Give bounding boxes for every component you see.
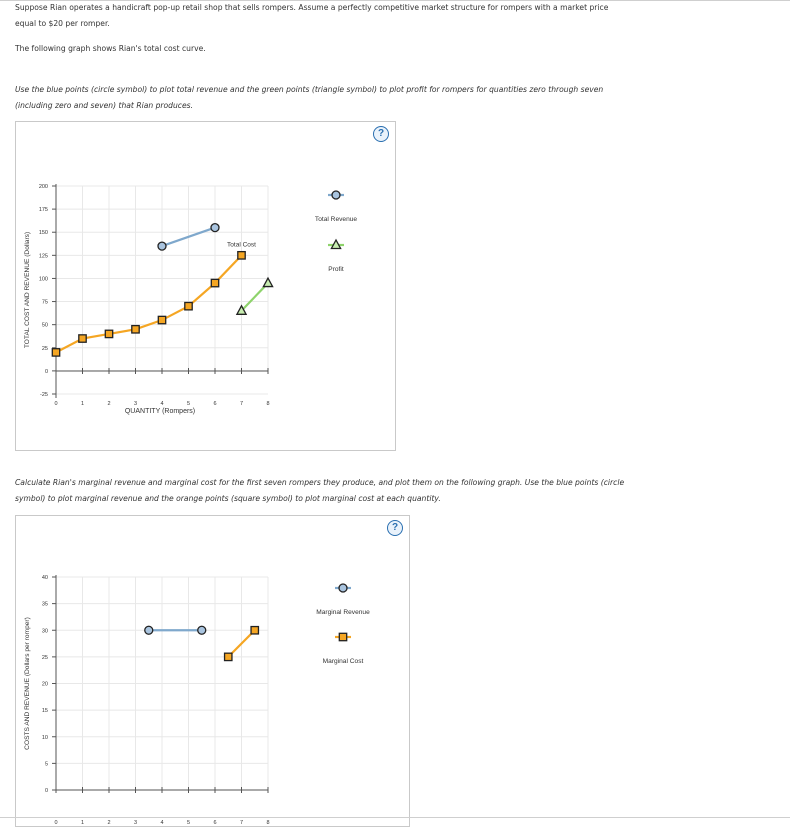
y-axis-label: TOTAL COST AND REVENUE (Dollars)	[24, 231, 31, 349]
y-tick-label: 10	[41, 734, 48, 741]
instruction-marginal: Calculate Rian's marginal revenue and marginal cost for the first seven rompers they produce, and plot them on the following graph. Use the blue points (circle symbol) to plot marginal revenue and the orange points (square symbol) to plot marginal cost at each quantity.	[15, 478, 625, 503]
graph-intro-text: The following graph shows Rian's total cost curve.	[15, 44, 206, 53]
x-axis-label: QUANTITY (Rompers)	[124, 408, 196, 415]
x-tick-label: 3	[133, 401, 138, 407]
series-label: Total Cost	[227, 241, 256, 249]
y-tick-label: 20	[41, 681, 48, 688]
data-point-circle	[198, 626, 206, 634]
data-point-square	[225, 653, 232, 660]
legend-label: Marginal Cost	[322, 658, 364, 665]
y-tick-label: 30	[41, 628, 48, 635]
y-tick-label: 50	[41, 322, 48, 329]
y-tick-label: 75	[41, 299, 48, 306]
x-tick-label: 0	[54, 401, 58, 407]
y-tick-label: 150	[38, 230, 48, 237]
x-tick-label: 2	[107, 401, 111, 407]
y-tick-label: 25	[41, 654, 48, 661]
data-point-circle	[145, 626, 153, 634]
x-tick-label: 3	[133, 820, 138, 826]
x-tick-label: 4	[160, 820, 164, 826]
x-tick-label: 0	[54, 820, 58, 826]
y-tick-label: 40	[41, 575, 48, 581]
problem-statement: Suppose Rian operates a handicraft pop-up retail shop that sells rompers. Assume a perfectly competitive market structure for rompers with a market price equal to $20 per romper.	[15, 3, 609, 28]
legend-marker-circle	[339, 584, 347, 592]
data-point-square	[251, 627, 258, 634]
y-tick-label: 5	[44, 761, 48, 768]
x-tick-label: 8	[266, 820, 270, 826]
x-tick-label: 5	[186, 820, 191, 826]
y-axis-label: COSTS AND REVENUE (Dollars per romper)	[24, 617, 31, 750]
x-tick-label: 1	[80, 820, 85, 826]
legend-marker-square	[339, 633, 346, 640]
legend-label: Marginal Revenue	[316, 609, 370, 616]
y-tick-label: 125	[38, 253, 48, 260]
help-icon[interactable]: ?	[387, 520, 403, 536]
y-tick-label: -25	[40, 392, 48, 398]
y-tick-label: 200	[38, 184, 48, 190]
y-tick-label: 0	[44, 788, 48, 794]
y-tick-label: 0	[44, 368, 48, 375]
x-tick-label: 5	[186, 401, 191, 407]
x-tick-label: 2	[107, 820, 111, 826]
x-tick-label: 4	[160, 401, 164, 407]
x-tick-label: 8	[266, 401, 270, 407]
x-tick-label: 6	[213, 401, 217, 407]
x-tick-label: 1	[80, 401, 85, 407]
legend-label: Total Revenue	[314, 216, 358, 223]
x-tick-label: 7	[239, 820, 244, 826]
y-tick-label: 175	[38, 207, 48, 214]
y-tick-label: 100	[38, 276, 48, 283]
y-tick-label: 25	[41, 345, 48, 352]
x-tick-label: 7	[239, 401, 244, 407]
y-tick-label: 15	[41, 708, 48, 715]
y-tick-label: 35	[41, 601, 48, 608]
instruction-total-revenue-profit: Use the blue points (circle symbol) to plot total revenue and the green points (triangle symbol) to plot profit for rompers for quantities zero through seven (including zero and seven) that Rian produces.	[15, 85, 604, 110]
legend-label: Profit	[328, 266, 344, 273]
x-tick-label: 6	[213, 820, 217, 826]
help-icon[interactable]: ?	[373, 126, 389, 142]
